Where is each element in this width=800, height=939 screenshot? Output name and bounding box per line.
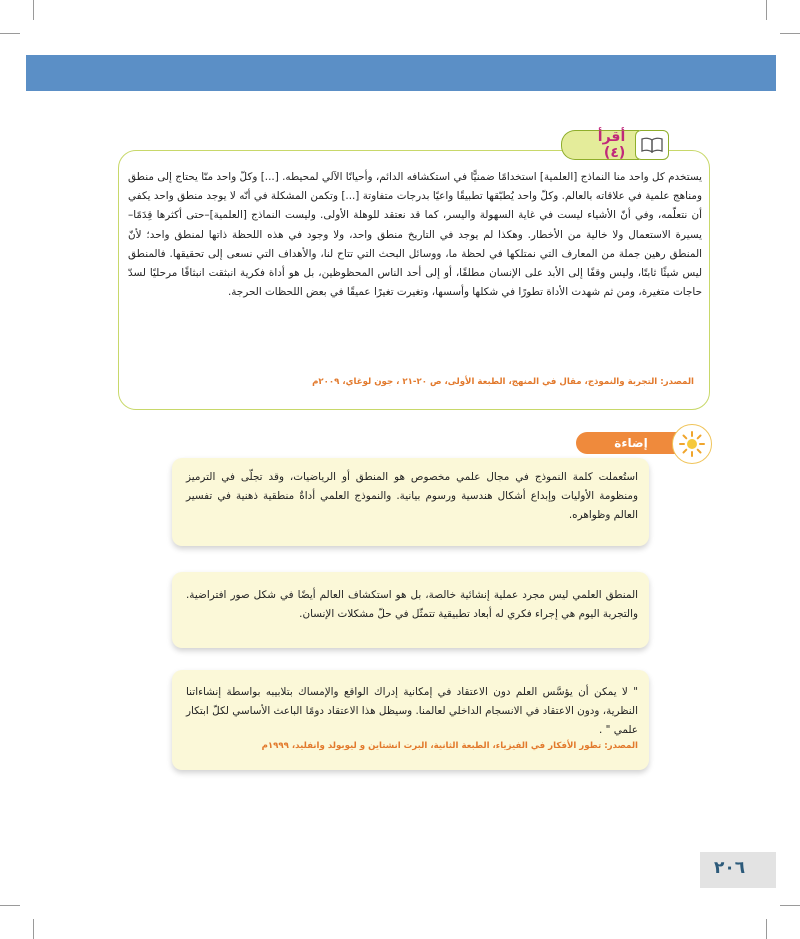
crop-mark [780,33,800,34]
open-book-icon [635,130,669,160]
note-card-text: استُعملت كلمة النموذج في مجال علمي مخصوص هو المنطق أو الرياضيات، وقد تجلّى في الترميز ومنظومة الأوليات وإبداع أشكال هندسية ورسوم بيانية. والنموذج العلمي أداةٌ منطقية ذهنية في تفسير العالم وظواهره. [186,471,638,521]
idaa-label: إضاءة [576,432,686,454]
page-number: ٢٠٦ [714,858,746,878]
note-card-text: المنطق العلمي ليس مجرد عملية إنشائية خالصة، بل هو استكشاف العالم أيضًا في شكل صور افتراضية. والتجربة اليوم هي إجراء فكري له أبعاد تطبيقية تتمثّل في حلّ مشكلات الإنسان. [186,589,638,620]
reading-source: المصدر: التجربة والنموذج، مقال في المنهج، الطبعة الأولى، ص ٢٠-٢١ ، جون لوغاي، ٢٠٠٩م [312,377,694,387]
header-band [26,55,776,91]
reading-text: يستخدم كل واحد منا النماذج [العلمية] استخدامًا ضمنيًّا في استكشافه الدائم، وأحيانًا الآلي لمحيطه. [...] وكلّ واحد منّا يحتاج إلى منطق ومناهج علمية في علاقاته بالعالم. وكلّ واحد يُطبّقها تطبيقًا واعيًا بدرجات متفاوتة [...] وتكمن المشكلة في أنّه لا يوجد منطق واحد يكفي أن نتعلّمه، وفي أنّ الأشياء ليست في غاية السهولة واليسر، كما قد نعتقد للوهلة الأولى. وليست النماذج [العلمية]–حتى أكثرها قِدَمًا– يسيرة الاستعمال ولا خالية من الأخطار. وهكذا لم يوجد في التاريخ منطق واحد، ولا وجود في هذه اللحظة ذاتها لمنطق واحد؛ لأنّ المنطق رهين جملة من المعارف التي نمتلكها في لحظة ما، ووسائل البحث التي تتاح لنا، والأهداف التي نسعى إلى تحقيقها. فالمنطق ليس شيئًا ثابتًا، وليس وقفًا إلى الأبد على الإنسان مطلقًا، أو إلى أحد الناس المحظوظين، بل هو أداة فكرية انبثقت انبثاقًا مرحليًا لسدّ حاجات متغيرة، ومن ثم شهدت الأداة تطورًا في شكلها وأسسها، وتغيرت تغيرًا عميقًا في بعض اللحظات الحرجة. [128,171,702,299]
reading-title: أقرأ (٤) [561,130,639,160]
crop-mark [0,905,20,906]
crop-mark [766,919,767,939]
note-card-text: " لا يمكن أن يؤسَّس العلم دون الاعتقاد في إمكانية إدراك الواقع والإمساك بتلابيبه بواسطة إنشاءاتنا النظرية، ودون الاعتقاد في الانسجام الداخلي لعالمنا. وسيظل هذا الاعتقاد دومًا الباعث الأساسي لكلّ ابتكار علمي " . [185,686,638,736]
sun-icon [672,424,712,464]
crop-mark [33,919,34,939]
idaa-heading [512,430,712,456]
crop-mark [766,0,767,20]
reading-title-tab [561,128,669,162]
crop-mark [33,0,34,20]
note-card-source: المصدر: تطور الأفكار في الفيزياء، الطبعة الثانية، البرت انشتاين و ليوبولد وانفليد، ١٩٩٩م [261,741,638,751]
crop-mark [0,33,20,34]
crop-mark [780,905,800,906]
